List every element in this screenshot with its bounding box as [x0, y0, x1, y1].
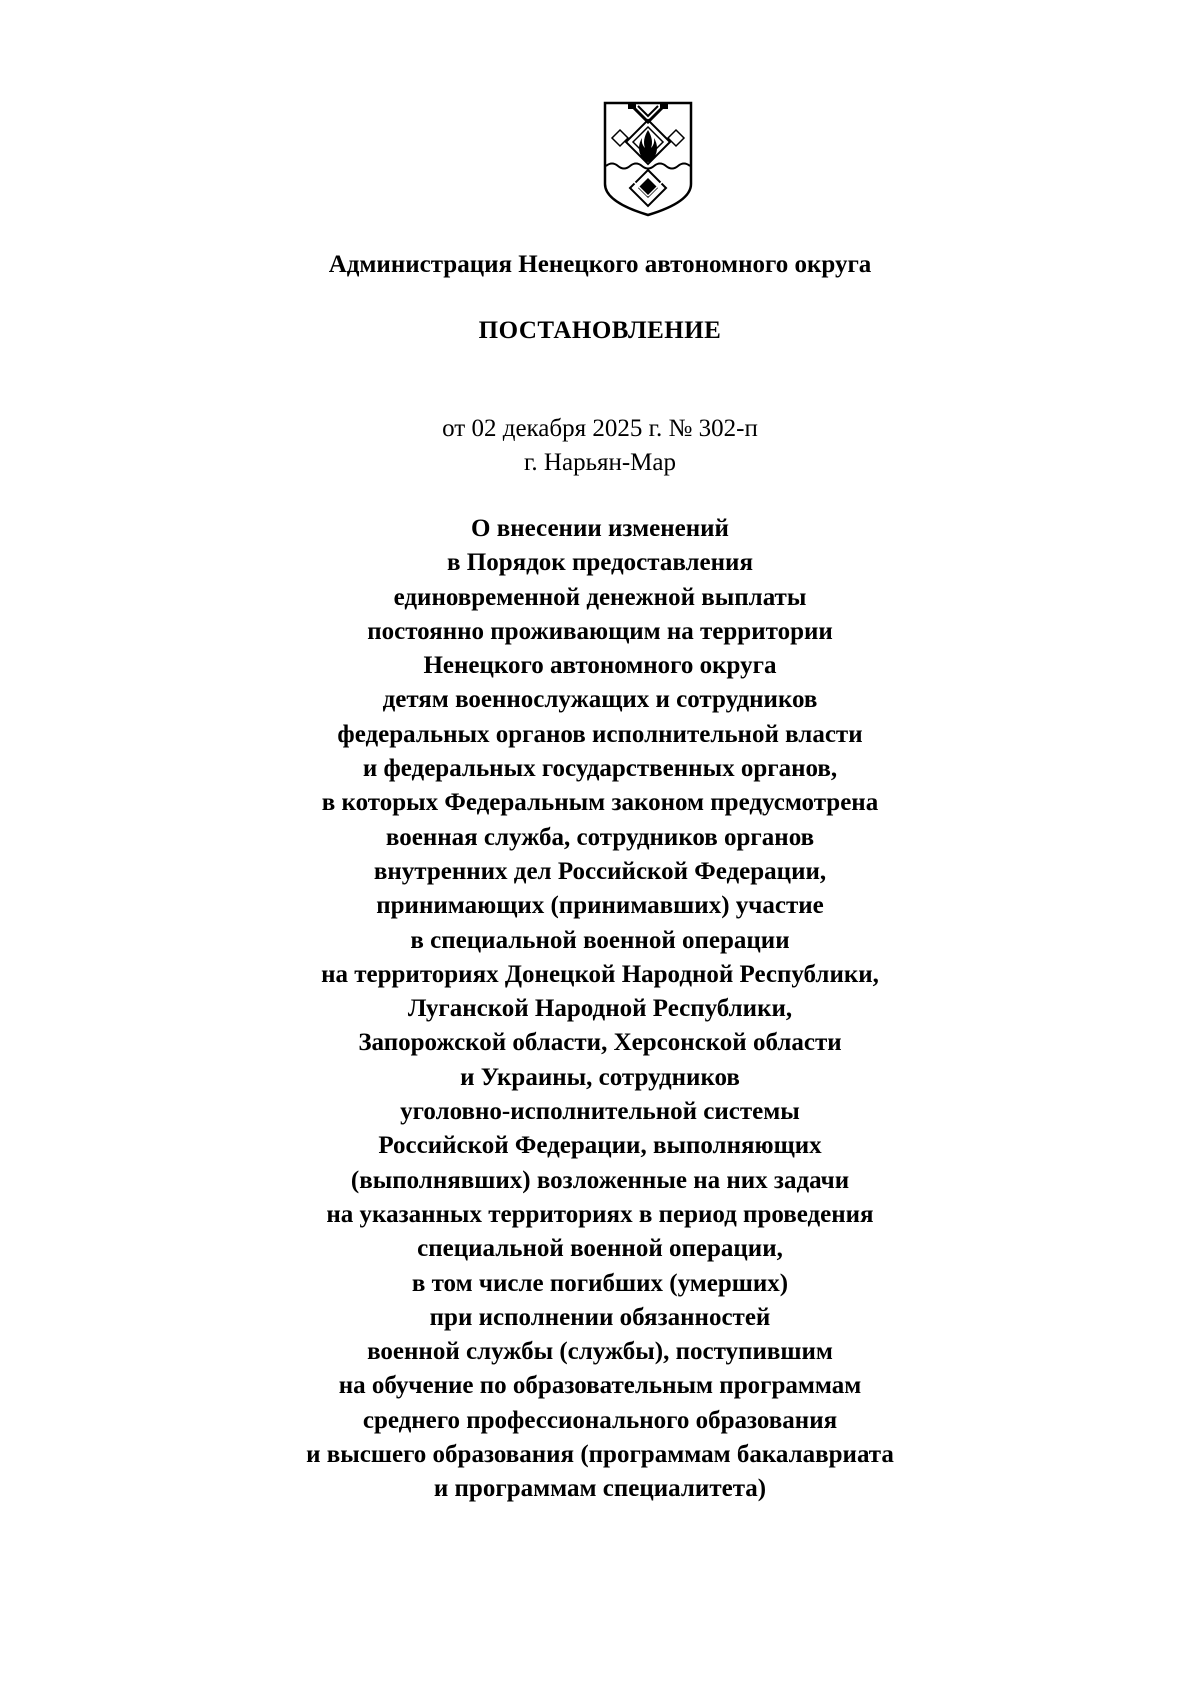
title-line: постоянно проживающим на территории: [367, 617, 833, 645]
title-line: (выполнявших) возложенные на них задачи: [350, 1166, 850, 1194]
title-line: военная служба, сотрудников органов: [385, 823, 815, 851]
title-line: и программам специалитета): [433, 1475, 767, 1503]
title-line: внутренних дел Российской Федерации,: [373, 857, 827, 885]
title-line: уголовно-исполнительной системы: [400, 1098, 800, 1126]
title-line: в том числе погибших (умерших): [411, 1269, 789, 1297]
document-date-number: от 02 декабря 2025 г. № 302-п: [442, 415, 758, 442]
title-line: на указанных территориях в период проведения: [326, 1200, 874, 1228]
title-line: на территориях Донецкой Народной Республики,: [321, 960, 879, 988]
title-line: в которых Федеральным законом предусмотрена: [321, 789, 879, 817]
title-line: Запорожской области, Херсонской области: [358, 1029, 842, 1057]
title-line: военной службы (службы), поступившим: [367, 1338, 833, 1366]
title-line: Ненецкого автономного округа: [423, 652, 777, 680]
title-line: принимающих (принимавших) участие: [376, 892, 824, 920]
title-line: детям военнослужащих и сотрудников: [382, 686, 818, 714]
document-title: [0, 512, 1200, 1507]
title-line: и высшего образования (программам бакалавриата: [306, 1441, 894, 1469]
title-line: специальной военной операции,: [417, 1235, 783, 1263]
document-city: г. Нарьян-Мар: [523, 449, 676, 476]
title-line: и федеральных государственных органов,: [362, 755, 838, 783]
title-line: Луганской Народной Республики,: [407, 995, 793, 1023]
title-line: в специальной военной операции: [410, 926, 790, 954]
title-line: в Порядок предоставления: [447, 549, 753, 577]
nenets-coat-of-arms-icon: [602, 100, 694, 218]
title-line: и Украины, сотрудников: [460, 1063, 740, 1091]
title-line: среднего профессионального образования: [362, 1406, 838, 1434]
title-line: федеральных органов исполнительной власти: [337, 720, 863, 748]
document-type: ПОСТАНОВЛЕНИЕ: [478, 317, 722, 344]
title-line: единовременной денежной выплаты: [393, 583, 807, 611]
title-line: на обучение по образовательным программам: [338, 1372, 862, 1400]
title-line: при исполнении обязанностей: [429, 1303, 771, 1331]
title-line: Российской Федерации, выполняющих: [378, 1132, 822, 1160]
organization-name: Администрация Ненецкого автономного округа: [328, 251, 872, 278]
title-line: О внесении изменений: [471, 515, 729, 542]
